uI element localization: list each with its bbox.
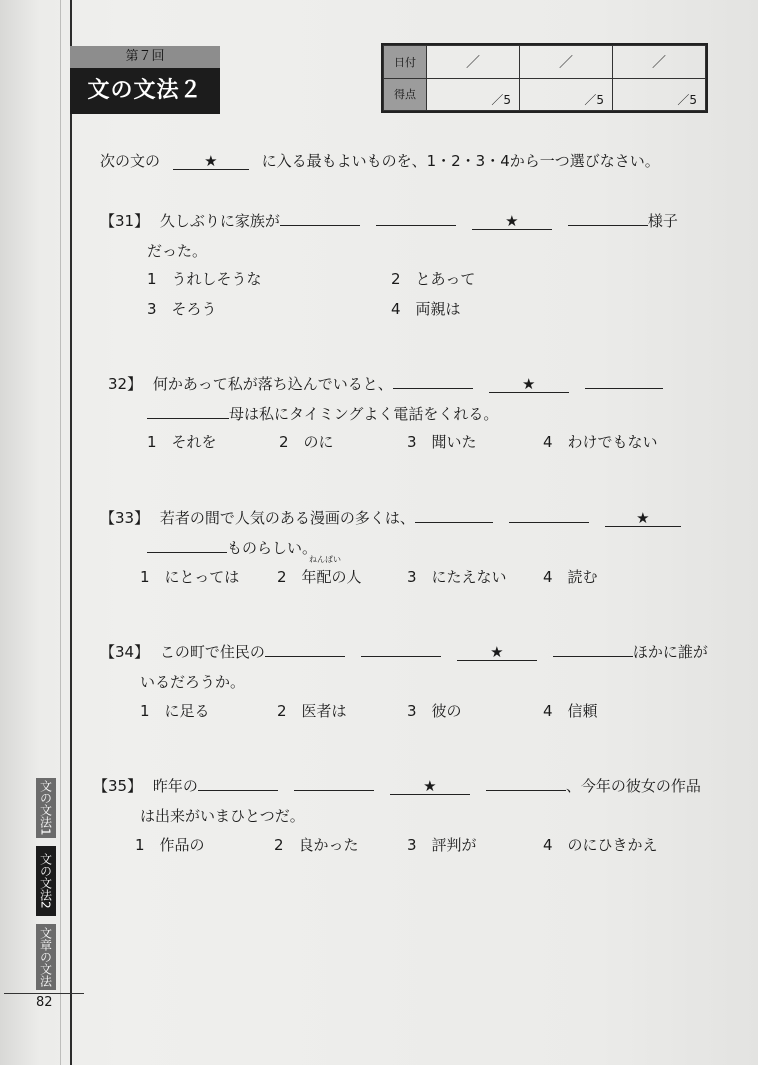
- answer-blank[interactable]: [147, 552, 227, 553]
- question-text: この町で住民の: [159, 643, 265, 661]
- question-text: 昨年の: [152, 777, 198, 795]
- answer-blank[interactable]: [265, 656, 345, 657]
- answer-blank[interactable]: [280, 225, 360, 226]
- question-number: 【34】: [100, 643, 150, 661]
- option[interactable]: 1 作品の: [135, 836, 205, 854]
- option[interactable]: 3 そろう: [147, 300, 217, 318]
- question-text-end: 様子: [647, 212, 678, 230]
- question-text: 何かあって私が落ち込んでいると、: [152, 375, 393, 393]
- answer-blank[interactable]: [376, 225, 456, 226]
- question-35: [93, 775, 701, 796]
- star-blank: ★: [173, 153, 249, 170]
- side-tab-grammar-2[interactable]: 文の文法2: [36, 846, 56, 916]
- option[interactable]: 3 聞いた: [407, 433, 477, 451]
- question-text-end: ほかに誰が: [632, 643, 708, 661]
- option[interactable]: 4 読む: [543, 568, 598, 586]
- side-tab-text-grammar[interactable]: 文章の文法: [36, 924, 56, 990]
- section-header: [70, 46, 220, 114]
- instructions: [100, 150, 740, 171]
- option[interactable]: 1 に足る: [140, 702, 210, 720]
- date-cell-3[interactable]: ／: [613, 46, 706, 79]
- page-number: 82: [36, 995, 53, 1010]
- answer-blank[interactable]: [294, 790, 374, 791]
- answer-blank[interactable]: [585, 388, 663, 389]
- option[interactable]: 4 わけでもない: [543, 433, 658, 451]
- option[interactable]: 4 両親は: [391, 300, 461, 318]
- date-label: 日付: [384, 46, 427, 79]
- question-33-line2: [147, 537, 317, 558]
- score-cell-3[interactable]: ／5: [613, 78, 706, 111]
- option[interactable]: 4 のにひきかえ: [543, 836, 658, 854]
- question-35-line2: は出来がいまひとつだ。: [140, 807, 305, 825]
- star-blank[interactable]: ★: [457, 644, 537, 661]
- option[interactable]: 2 医者は: [277, 702, 347, 720]
- question-text: 若者の間で人気のある漫画の多くは、: [159, 509, 415, 527]
- question-31: [100, 210, 678, 231]
- answer-blank[interactable]: [568, 225, 648, 226]
- star-blank[interactable]: ★: [390, 778, 470, 795]
- option[interactable]: [277, 555, 362, 587]
- question-text-end: 、今年の彼女の作品: [565, 777, 701, 795]
- score-cell-2[interactable]: ／5: [520, 78, 613, 111]
- score-cell-1[interactable]: ／5: [427, 78, 520, 111]
- instructions-prefix: 次の文の: [100, 152, 161, 170]
- question-text: 母は私にタイミングよく電話をくれる。: [229, 405, 499, 423]
- question-number: 【31】: [100, 212, 150, 230]
- question-number: 【33】: [100, 509, 150, 527]
- gutter-shadow: [60, 0, 61, 1065]
- question-34-line2: いるだろうか。: [140, 673, 246, 691]
- option[interactable]: 2 とあって: [391, 270, 476, 288]
- option[interactable]: 1 それを: [147, 433, 217, 451]
- answer-blank[interactable]: [553, 656, 633, 657]
- date-cell-1[interactable]: ／: [427, 46, 520, 79]
- answer-blank[interactable]: [147, 418, 229, 419]
- option[interactable]: 3 彼の: [407, 702, 462, 720]
- page-footer-rule: [4, 993, 84, 994]
- side-tab-grammar-1[interactable]: 文の文法1: [36, 778, 56, 838]
- section-title: 文の文法２: [70, 68, 220, 114]
- answer-blank[interactable]: [361, 656, 441, 657]
- margin-rule: [70, 0, 72, 1065]
- option-ruby: ねんぱい 2 年配の人: [277, 555, 362, 586]
- question-33: [100, 507, 681, 528]
- question-text: ものらしい。: [227, 539, 318, 557]
- star-blank[interactable]: ★: [489, 376, 569, 393]
- answer-blank[interactable]: [415, 522, 493, 523]
- answer-blank[interactable]: [393, 388, 473, 389]
- question-number: 【35】: [93, 777, 143, 795]
- question-31-line2: だった。: [147, 242, 208, 260]
- round-label: 第７回: [70, 46, 220, 68]
- furigana: ねんぱい: [309, 555, 341, 564]
- answer-blank[interactable]: [486, 790, 566, 791]
- option[interactable]: 2 のに: [279, 433, 334, 451]
- answer-blank[interactable]: [198, 790, 278, 791]
- question-32: [108, 373, 663, 394]
- instructions-suffix: に入る最もよいものを、1・2・3・4から一つ選びなさい。: [261, 152, 660, 170]
- question-32-line2: [147, 403, 498, 424]
- option[interactable]: 1 うれしそうな: [147, 270, 262, 288]
- answer-blank[interactable]: [509, 522, 589, 523]
- question-number: 32】: [108, 375, 143, 393]
- star-blank[interactable]: ★: [605, 510, 681, 527]
- date-cell-2[interactable]: ／: [520, 46, 613, 79]
- option[interactable]: 3 にたえない: [407, 568, 507, 586]
- option[interactable]: 2 良かった: [274, 836, 359, 854]
- question-34: [100, 641, 708, 662]
- score-label: 得点: [384, 78, 427, 111]
- option[interactable]: 3 評判が: [407, 836, 477, 854]
- question-text: 久しぶりに家族が: [159, 212, 280, 230]
- star-blank[interactable]: ★: [472, 213, 552, 230]
- option[interactable]: 1 にとっては: [140, 568, 240, 586]
- score-table: [381, 43, 708, 113]
- option[interactable]: 4 信頼: [543, 702, 598, 720]
